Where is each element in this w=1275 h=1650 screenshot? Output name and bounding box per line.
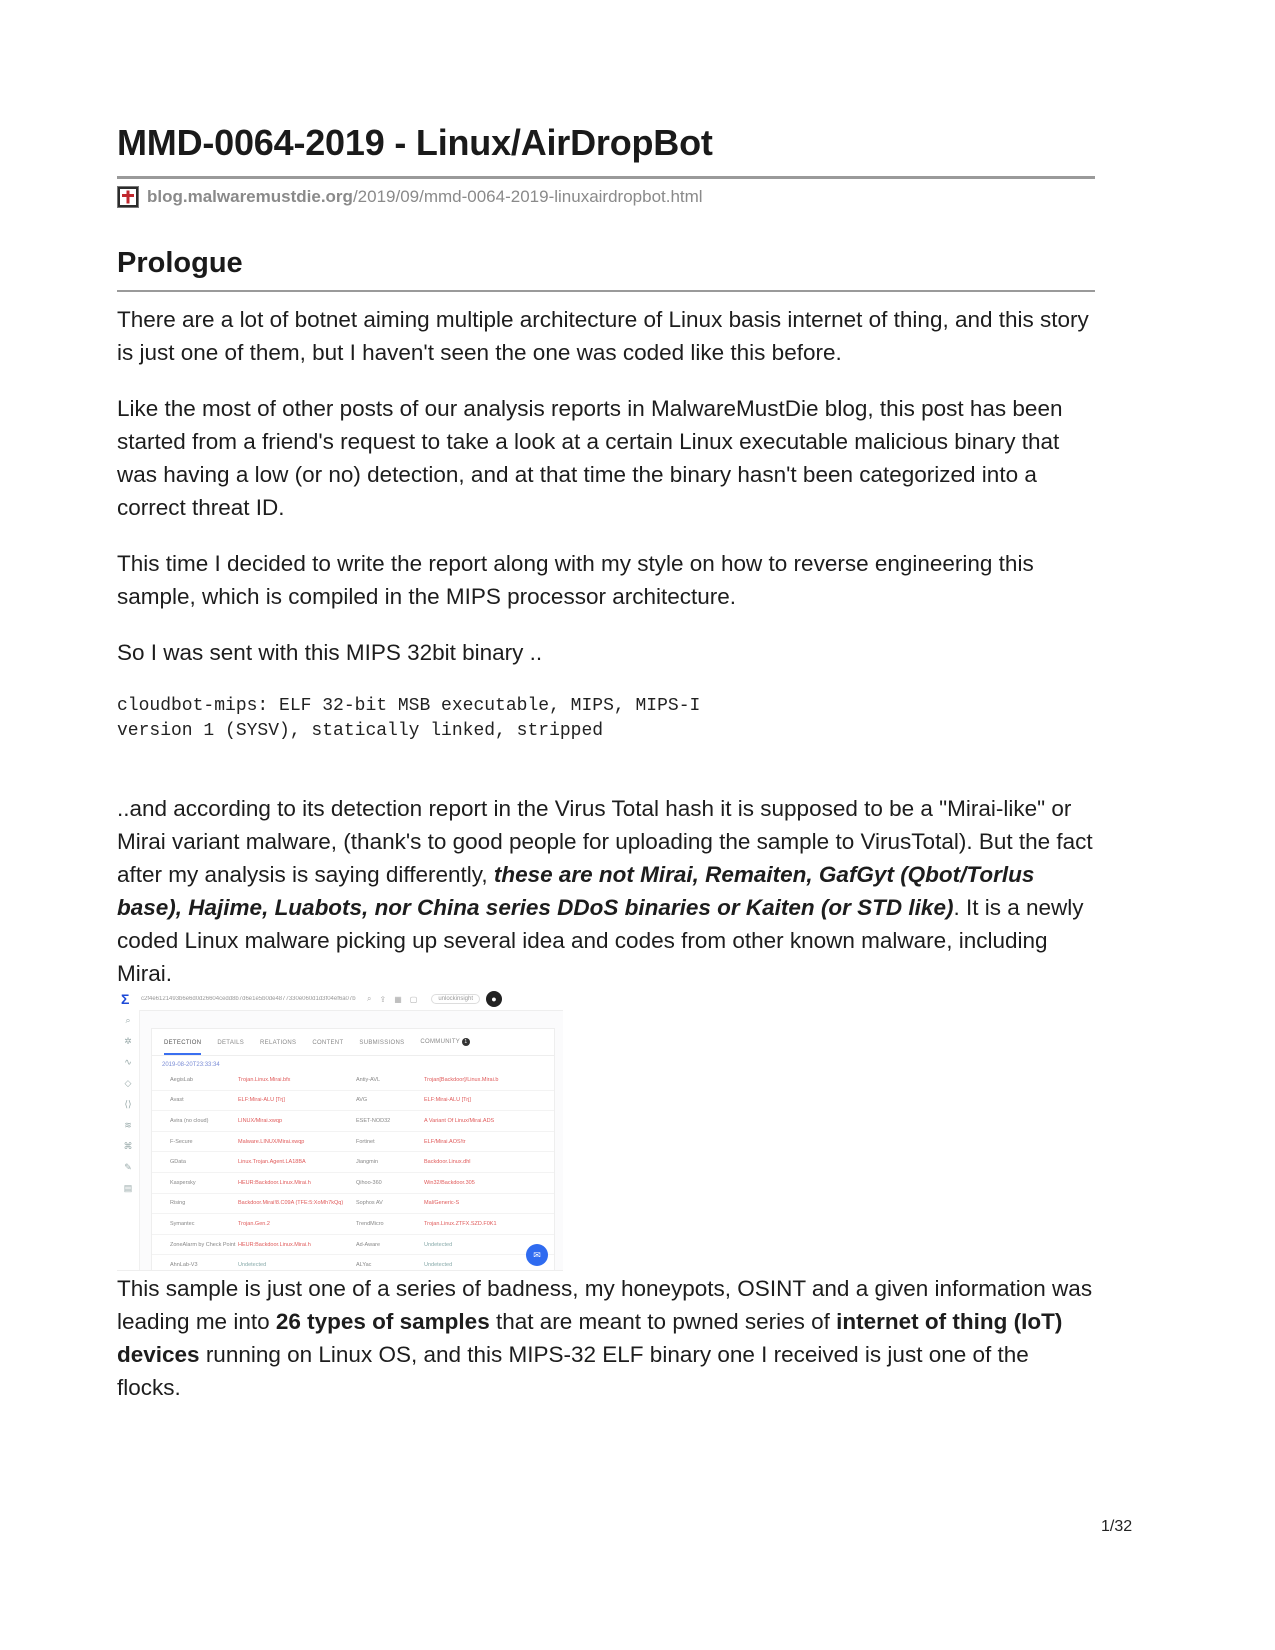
paragraph-2: Like the most of other posts of our analysis reports in MalwareMustDie blog, this post has been started from a friend's request to take a look at a certain Linux executable malicious binary that was having a low (or no) detection, and at that time the binary hasn't been categorized into a correct threat ID.: [117, 396, 1063, 520]
table-cell: GData: [170, 1159, 186, 1166]
code-icon: ⟨⟩: [124, 1099, 132, 1109]
table-row: [152, 1091, 554, 1112]
vt-tabs: [152, 1029, 554, 1056]
table-cell: ESET-NOD32: [356, 1117, 391, 1124]
table-cell: Sophos AV: [356, 1200, 383, 1207]
text-run: . It is a newly coded Linux malware picking up several idea and codes from other known malware, including Mirai.: [117, 895, 1084, 986]
vt-detection-panel: [151, 1028, 555, 1271]
table-cell: Trojan.Gen.2: [238, 1220, 270, 1227]
tab-label: COMMUNITY: [420, 1039, 460, 1045]
table-cell: Avast: [170, 1097, 184, 1104]
table-cell: AVG: [356, 1097, 368, 1104]
table-cell: ALYac: [356, 1262, 372, 1269]
paragraph-6: [117, 1272, 1095, 1404]
tab-details: DETAILS: [217, 1040, 245, 1046]
table-cell: Avira (no cloud): [170, 1117, 209, 1124]
table-row: [152, 1255, 554, 1271]
paragraph-3: This time I decided to write the report along with my style on how to reverse engineering this sample, which is compiled in the MIPS processor architecture.: [117, 551, 1034, 609]
table-cell: ELF:Mirai-ALU [Trj]: [238, 1097, 285, 1104]
target-icon: ⌘: [123, 1141, 133, 1151]
table-row: [152, 1111, 554, 1132]
table-cell: Jiangmin: [356, 1159, 379, 1166]
table-cell: Qihoo-360: [356, 1179, 382, 1186]
table-cell: F-Secure: [170, 1138, 193, 1145]
page-title: MMD-0064-2019 - Linux/AirDropBot: [117, 122, 1095, 179]
source-domain: blog.malwaremustdie.org: [147, 187, 353, 206]
virustotal-screenshot: [117, 988, 563, 1271]
tab-submissions: SUBMISSIONS: [359, 1040, 405, 1046]
table-cell: Symantec: [170, 1220, 195, 1227]
table-row: [152, 1173, 554, 1194]
table-cell: TrendMicro: [356, 1220, 384, 1227]
chat-bubble-icon: ✉: [526, 1244, 548, 1266]
paragraph-1: There are a lot of botnet aiming multiple architecture of Linux basis internet of thing, and this story is just one of them, but I haven't seen the one was coded like this before.: [117, 307, 1089, 365]
text-run: running on Linux OS, and this MIPS-32 ELF binary one I received is just one of the flocks.: [117, 1342, 1029, 1400]
gear-icon: ✲: [124, 1036, 132, 1046]
code-block: [117, 694, 700, 744]
code-line: cloudbot-mips: ELF 32-bit MSB executable, MIPS, MIPS-I: [117, 696, 701, 716]
table-cell: Undetected: [238, 1262, 267, 1269]
text-run: This sample is just one of a series of badness, my honeypots, OSINT and a given information was leading me into: [117, 1276, 1093, 1334]
source-link[interactable]: [117, 186, 703, 208]
table-cell: Backdoor.Linux.dhl: [424, 1159, 471, 1166]
table-cell: Ad-Aware: [356, 1241, 381, 1248]
table-cell: Malware.LINUX/Mirai.xwqp: [238, 1138, 305, 1145]
shield-cross-icon: [117, 186, 139, 208]
vt-hash: c2f4e6121493b6e6d0d26604cedd8b7d6e1e5b0de4877330e060d1d3f04ef6a07b: [141, 996, 356, 1002]
table-cell: Mal/Generic-S: [424, 1200, 460, 1207]
table-cell: Kaspersky: [170, 1179, 196, 1186]
source-path: /2019/09/mmd-0064-2019-linuxairdropbot.html: [352, 187, 703, 206]
table-cell: ZoneAlarm by Check Point: [170, 1241, 236, 1248]
table-cell: Undetected: [424, 1262, 453, 1269]
table-cell: Linux.Trojan.Agent.LA18BA: [238, 1159, 306, 1166]
table-row: [152, 1152, 554, 1173]
virustotal-logo-icon: Σ: [121, 991, 130, 1007]
table-cell: ELF/Mirai.AOS!tr: [424, 1138, 466, 1145]
avatar: ●: [486, 991, 502, 1007]
scan-date: 2019-08-20T23:33:34: [162, 1062, 220, 1068]
table-cell: ELF:Mirai-ALU [Trj]: [424, 1097, 471, 1104]
table-row: [152, 1194, 554, 1215]
table-cell: Win32/Backdoor.305: [424, 1179, 475, 1186]
section-heading: Prologue: [117, 247, 1095, 292]
text-run: ..and according to its detection report in the Virus Total hash it is supposed to be a "Mirai-like" or Mirai variant malware, (thank's to good people for uploading the sample to VirusTotal). But the fact after my analysis is saying differently,: [117, 796, 1093, 887]
table-cell: A Variant Of Linux/Mirai.ADS: [424, 1117, 495, 1124]
user-pill: unlockinsight: [431, 994, 480, 1004]
search-icon: ⌕: [125, 1015, 131, 1025]
pen-icon: ✎: [124, 1162, 132, 1172]
upload-icon: ⇪: [379, 994, 387, 1004]
code-line: version 1 (SYSV), statically linked, stripped: [117, 721, 604, 741]
table-cell: Trojan[Backdoor]/Linux.Mirai.b: [424, 1076, 499, 1083]
graph-icon: ∿: [124, 1057, 132, 1067]
count-badge: 1: [462, 1038, 470, 1046]
table-cell: Trojan.Linux.ZTFX.SZD.F0K1: [424, 1220, 497, 1227]
page-number: 1/32: [1101, 1518, 1133, 1535]
vt-sidebar: [117, 1010, 140, 1270]
table-cell: HEUR:Backdoor.Linux.Mirai.h: [238, 1241, 311, 1248]
paragraph-5: [117, 792, 1095, 990]
tag-icon: ◇: [124, 1078, 132, 1088]
table-cell: Fortinet: [356, 1138, 375, 1145]
vt-topbar: [117, 988, 563, 1011]
tab-content: CONTENT: [312, 1040, 344, 1046]
tab-community: [420, 1038, 470, 1055]
table-icon: ▤: [123, 1183, 133, 1193]
table-cell: AhnLab-V3: [170, 1262, 198, 1269]
table-row: [152, 1070, 554, 1091]
tab-detection: DETECTION: [164, 1040, 201, 1055]
emphasis-text: these are not Mirai, Remaiten, GafGyt (Qbot/Torlus base), Hajime, Luabots, nor China series DDoS binaries or Kaiten (or STD like): [117, 862, 1035, 920]
table-row: [152, 1214, 554, 1235]
table-cell: LINUX/Mirai.xwqp: [238, 1117, 283, 1124]
table-row: [152, 1235, 554, 1256]
search-icon: ⌕: [367, 994, 372, 1003]
paragraph-4: So I was sent with this MIPS 32bit binary ..: [117, 640, 543, 665]
layers-icon: ≋: [124, 1120, 132, 1130]
detection-table: [152, 1070, 554, 1271]
bold-text: internet of thing (IoT) devices: [117, 1309, 1063, 1367]
text-run: that are meant to pwned series of: [489, 1309, 837, 1334]
table-cell: HEUR:Backdoor.Linux.Mirai.h: [238, 1179, 311, 1186]
table-cell: AegisLab: [170, 1076, 193, 1083]
tab-relations: RELATIONS: [260, 1040, 297, 1046]
table-cell: Antiy-AVL: [356, 1076, 381, 1083]
table-row: [152, 1132, 554, 1153]
chat-icon: ▢: [409, 994, 418, 1004]
table-cell: Trojan.Linux.Mirai.bfx: [238, 1076, 291, 1083]
table-cell: Rising: [170, 1200, 186, 1207]
bold-text: 26 types of samples: [275, 1309, 490, 1334]
grid-icon: ▦: [394, 994, 402, 1004]
table-cell: Undetected: [424, 1241, 453, 1248]
table-cell: Backdoor.Mirai!8.C09A (TFE:5:XoMh7kQq): [238, 1200, 344, 1207]
